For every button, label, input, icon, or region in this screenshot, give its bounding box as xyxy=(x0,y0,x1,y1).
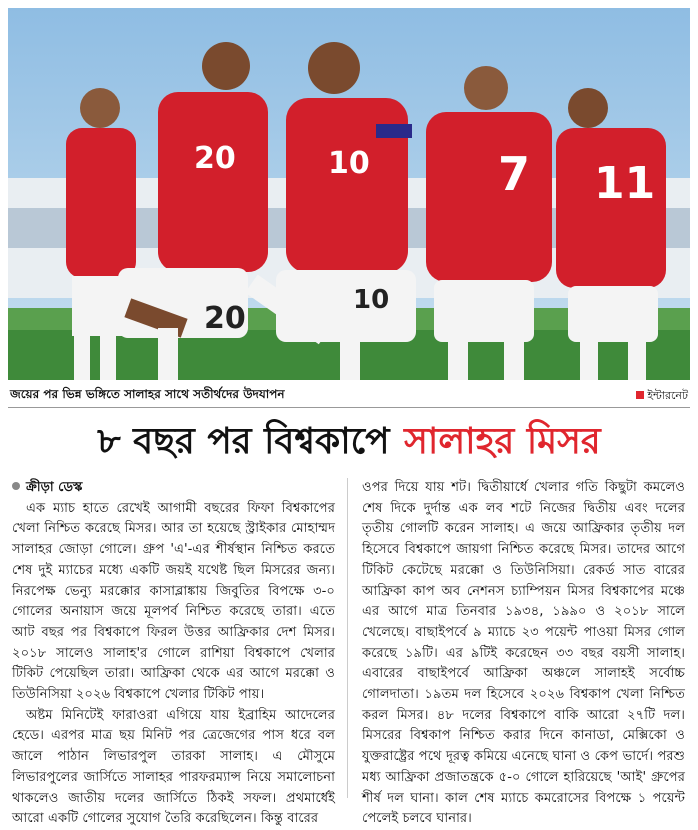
article-paragraph: এক ম্যাচ হাতে রেখেই আগামী বছরের ফিফা বিশ্বকাপের খেলা নিশ্চিত করেছে মিসর। আর তা হয়েছে স্ট্রাইকার মোহাম্মদ সালাহর জোড়া গোলে। গ্রুপ 'এ'-এর শীর্ষস্থান নিশ্চিত করতে শেষ দুই ম্যাচের মধ্যে একটি জয়ই যথেষ্ট ছিল মিসরের জন্য। নিরপেক্ষ ভেন্যু মরক্কোর কাসাব্লাঙ্কায় জিবুতির বিপক্ষে ৩-০ গোলের অনায়াস জয়ে মূলপর্ব নিশ্চিত করেছে তারা। এতে আট বছর পর বিশ্বকাপে ফিরল উত্তর আফ্রিকার দেশ মিসর। ২০১৮ সালেও সালাহ'র গোলে রাশিয়া বিশ্বকাপে খেলার টিকিট পেয়েছিল তারা। আফ্রিকা থেকে এর আগে মরক্কো ও তিউনিসিয়া ২০২৬ বিশ্বকাপে খেলার টিকিট পায়। xyxy=(12,500,335,703)
players-illustration xyxy=(8,8,690,380)
caption-divider xyxy=(8,407,690,408)
photo-caption: জয়ের পর ভিন্ন ভঙ্গিতে সালাহর সাথে সতীর্থদের উদযাপন xyxy=(10,387,285,401)
jersey-number-20: 20 xyxy=(194,141,236,176)
headline-part-1: ৮ বছর পর বিশ্বকাপে xyxy=(97,421,390,462)
player-11 xyxy=(556,88,666,380)
jersey-number-11: 11 xyxy=(594,158,656,209)
jersey-number-7: 7 xyxy=(498,147,531,201)
article-column-right xyxy=(362,478,685,830)
credit-square-icon xyxy=(636,391,644,399)
headline-part-2: সালাহর মিসর xyxy=(404,421,601,462)
player-7 xyxy=(426,66,552,380)
photo-caption-bar xyxy=(10,386,688,404)
headline xyxy=(0,418,698,466)
dateline-bullet-icon xyxy=(12,482,20,490)
dateline-text: ক্রীড়া ডেস্ক xyxy=(26,480,83,495)
dateline xyxy=(12,478,335,499)
jersey-number-10: 10 xyxy=(328,146,370,181)
article-paragraph: ওপর দিয়ে যায় শট। দ্বিতীয়ার্ধে খেলার গতি কিছুটা কমলেও শেষ দিকে দুর্দান্ত এক লব শটে নিজের দ্বিতীয় এবং দলের তৃতীয় গোলটি করেন সালাহ। এ জয়ে আফ্রিকার তৃতীয় দল হিসেবে বিশ্বকাপে জায়গা নিশ্চিত করেছে মিসর। তাদের আগে টিকিট কেটেছে মরক্কো ও তিউনিসিয়া। রেকর্ড সাত বারের আফ্রিকা কাপ অব নেশনস চ্যাম্পিয়ন মিসর বিশ্বকাপের মঞ্চে এর আগে মাত্র তিনবার ১৯৩৪, ১৯৯০ ও ২০১৮ সালে খেলেছে। বাছাইপর্বে ৯ ম্যাচে ২৩ পয়েন্ট পাওয়া মিসর গোল করেছে ১৯টি। এর ৯টিই করেছেন ৩৩ বছর বয়সী সালাহ। এবারের বাছাইপর্বে আফ্রিকা অঞ্চলে সালাহই সর্বোচ্চ গোলদাতা। ১৯তম দল হিসেবে ২০২৬ বিশ্বকাপ খেলা নিশ্চিত করল মিসর। ৪৮ দলের বিশ্বকাপে বাকি আরো ২৭টি দল। মিসরের বিশ্বকাপ নিশ্চিত করার দিনে কানাডা, মেক্সিকো ও যুক্তরাষ্ট্রের পথে দূরত্ব কমিয়ে এনেছে ঘানা ও কেপ ভার্দে। পরশু মধ্য আফ্রিকা প্রজাতন্ত্রকে ৫-০ গোলে হারিয়েছে 'আই' গ্রুপের শীর্ষ দল ঘানা। কাল শেষ ম্যাচে কমরোসের বিপক্ষে ১ পয়েন্ট পেলেই চলবে ঘানার। xyxy=(362,480,685,827)
column-divider xyxy=(347,478,348,798)
shorts-number-10: 10 xyxy=(353,285,390,315)
celebration-photo xyxy=(8,8,690,380)
photo-credit xyxy=(636,387,688,406)
article-paragraph: অষ্টম মিনিটেই ফারাওরা এগিয়ে যায় ইব্রাহিম আদেলের হেডে। এরপর মাত্র ছয় মিনিট পর ত্রেজেগের পাস ধরে বল জালে পাঠান লিভারপুল তারকা সালাহ। এ মৌসুমে লিভারপুলের জার্সিতে সালাহর পারফরম্যান্স নিয়ে সমালোচনা থাকলেও জাতীয় দলের জার্সিতে ঠিকই সফল। প্রথমার্ধেই আরো একটি গোলের সুযোগ তৈরি করেছিলেন। কিন্তু বারের xyxy=(12,707,335,827)
shorts-number-20: 20 xyxy=(204,301,246,336)
article-column-left xyxy=(12,478,335,830)
photo-credit-text: ইন্টারনেট xyxy=(647,389,688,402)
